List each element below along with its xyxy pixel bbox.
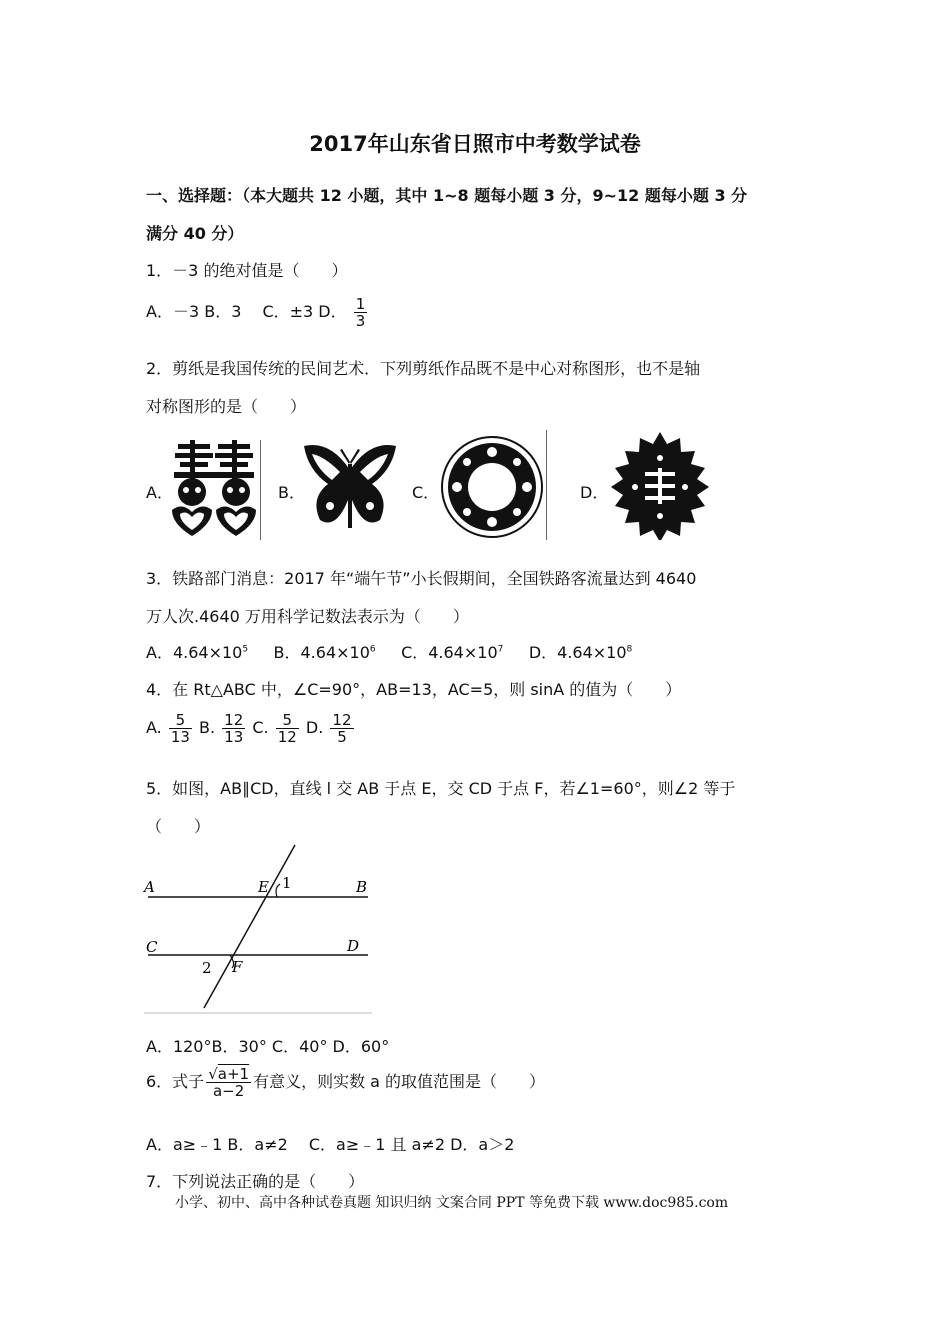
q4-option-a: A. — [146, 718, 162, 737]
angle-2-label: 2 — [202, 959, 212, 977]
q4-frac-a — [169, 712, 192, 745]
label-F: F — [232, 958, 243, 976]
q4-frac-a-num: 5 — [169, 712, 192, 729]
parallel-lines-diagram — [140, 840, 380, 1020]
q2-stem-line1: 2．剪纸是我国传统的民间艺术．下列剪纸作品既不是中心对称图形，也不是轴 — [146, 359, 701, 378]
page-title: 2017年山东省日照市中考数学试卷 — [309, 132, 641, 156]
q3-option-b: B．4.64×10 — [273, 643, 370, 662]
q6-stem — [146, 1066, 545, 1099]
q6-options: A．a≥﹣1 B．a≠2 C．a≥﹣1 且 a≠2 D．a＞2 — [146, 1135, 515, 1154]
section-heading-line1: 一、选择题：（本大题共 12 小题，其中 1~8 题每小题 3 分，9~12 题每小题 3 分 — [146, 186, 748, 205]
q3-exp-a: 5 — [242, 644, 249, 655]
q2-label-a: A． — [146, 483, 173, 502]
q3-options — [146, 640, 632, 663]
label-D: D — [347, 937, 360, 955]
q4-frac-c-den: 12 — [277, 728, 297, 746]
q3-stem-line2: 万人次.4640 万用科学记数法表示为（ ） — [146, 607, 469, 626]
q5-stem-line2: （ ） — [146, 817, 211, 836]
q4-option-c: C. — [252, 718, 269, 737]
ring-papercut-icon — [440, 430, 550, 540]
angle-1-label: 1 — [282, 874, 292, 892]
q1-stem: 1．－3 的绝对值是（ ） — [146, 261, 348, 280]
q4-option-d: D. — [305, 718, 324, 737]
q6-fraction — [206, 1066, 251, 1099]
label-E: E — [258, 878, 269, 896]
q4-frac-b-num: 12 — [224, 711, 244, 729]
q2-label-b: B． — [278, 483, 305, 502]
q4-frac-d-den: 5 — [337, 728, 347, 746]
q6-radicand: a+1 — [217, 1065, 250, 1083]
q3-exp-c: 7 — [497, 644, 504, 655]
label-B: B — [356, 878, 368, 896]
q1-frac-num: 1 — [355, 295, 366, 313]
q7-stem: 7．下列说法正确的是（ ） — [146, 1172, 365, 1191]
q3-option-a: A．4.64×10 — [146, 643, 243, 662]
q6-frac-den: a−2 — [212, 1082, 245, 1100]
q4-stem: 4．在 Rt△ABC 中，∠C=90°，AB=13，AC=5，则 sinA 的值为（ ） — [146, 680, 682, 699]
q6-post: 有意义，则实数 a 的取值范围是（ ） — [253, 1072, 546, 1091]
q4-frac-c — [276, 712, 299, 745]
q1-options — [146, 296, 369, 329]
q3-exp-b: 6 — [369, 644, 376, 655]
q3-exp-d: 8 — [626, 644, 633, 655]
q2-stem-line2: 对称图形的是（ ） — [146, 397, 307, 416]
q5-options: A．120°B．30° C．40° D．60° — [146, 1037, 390, 1056]
q4-frac-b — [222, 712, 245, 745]
q3-option-c: C．4.64×10 — [401, 643, 498, 662]
butterfly-papercut-icon — [300, 440, 400, 540]
q6-pre: 6．式子 — [146, 1072, 205, 1091]
q5-stem-line1: 5．如图，AB∥CD，直线 l 交 AB 于点 E，交 CD 于点 F，若∠1=60°，则∠2 等于 — [146, 779, 736, 798]
section-heading-line2: 满分 40 分） — [146, 224, 244, 243]
page-footer: 小学、初中、高中各种试卷真题 知识归纳 文案合同 PPT 等免费下载 www.doc985.com — [175, 1195, 729, 1211]
q2-label-d: D． — [580, 483, 609, 502]
q4-options — [146, 712, 356, 745]
q2-label-c: C． — [412, 483, 440, 502]
q4-frac-a-den: 13 — [170, 728, 190, 746]
q4-frac-c-num: 5 — [276, 712, 299, 729]
label-A: A — [144, 878, 155, 896]
double-happiness-papercut-icon — [170, 440, 265, 540]
q1-fraction — [354, 296, 368, 329]
label-C: C — [146, 938, 158, 956]
q4-frac-b-den: 13 — [224, 728, 244, 746]
q4-frac-d-num: 12 — [332, 711, 352, 729]
q1-frac-den: 3 — [355, 312, 366, 330]
sun-papercut-icon — [605, 430, 715, 540]
q3-stem-line1: 3．铁路部门消息：2017 年“端午节”小长假期间，全国铁路客流量达到 4640 — [146, 569, 697, 588]
q3-option-d: D．4.64×10 — [528, 643, 627, 662]
q1-options-text: A．－3 B．3 C．±3 D． — [146, 302, 347, 321]
q4-frac-d — [330, 712, 353, 745]
q6-frac-num: √a+1 — [208, 1065, 250, 1083]
q4-option-b: B. — [199, 718, 216, 737]
